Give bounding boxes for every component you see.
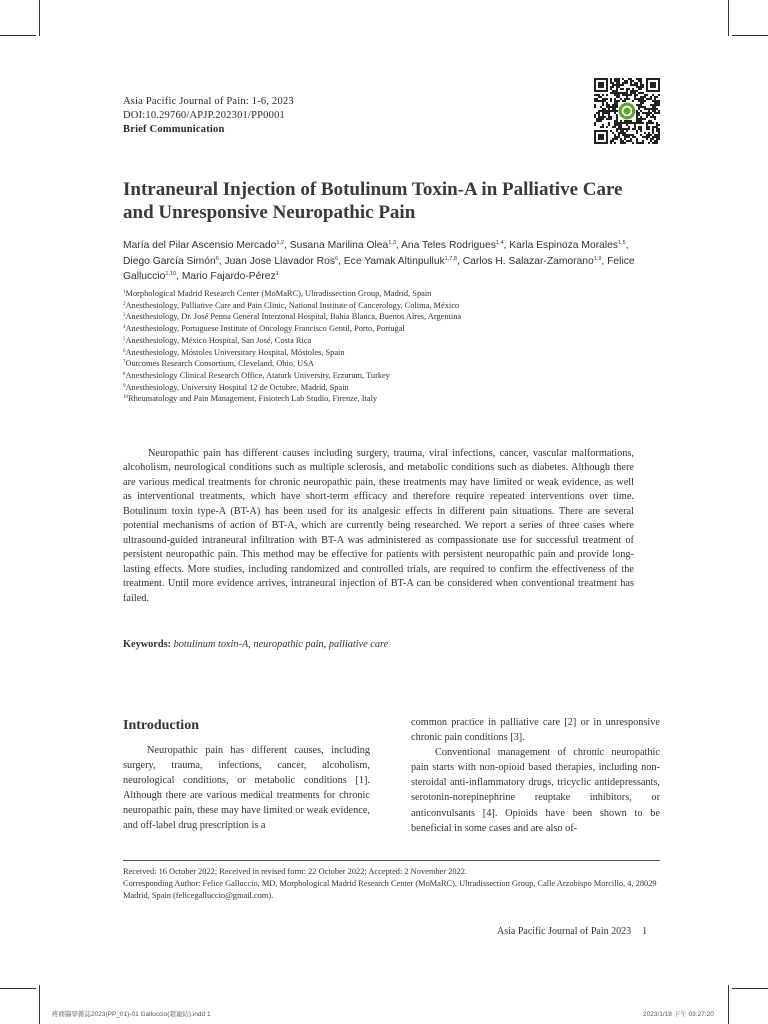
author-affiliation-ref: 1,7,8 bbox=[444, 255, 457, 262]
crop-mark-br-v bbox=[728, 985, 729, 1024]
affiliation-number: 5 bbox=[123, 336, 126, 342]
affiliation-number: 8 bbox=[123, 371, 126, 377]
author-name: María del Pilar Ascensio Mercado bbox=[123, 240, 277, 251]
print-slug-right: 2023/1/18 下午 03:27:20 bbox=[643, 1011, 714, 1018]
affiliation-text: Anesthesiology, Palliative Care and Pain Clinic, National Institute of Cancerology, Colima, México bbox=[125, 300, 460, 310]
keywords-text: botulinum toxin-A, neuropathic pain, palliative care bbox=[173, 639, 389, 650]
affiliation-text: Anesthesiology, Móstoles Universitary Hospital, Móstoles, Spain bbox=[125, 347, 345, 357]
affiliation-item bbox=[123, 347, 663, 359]
crop-mark-br-h bbox=[732, 988, 768, 989]
footer-journal: Asia Pacific Journal of Pain 2023 bbox=[497, 926, 632, 937]
author-name: Karla Espinoza Morales bbox=[509, 240, 619, 251]
affiliation-item bbox=[123, 323, 663, 335]
affiliation-text: Anesthesiology Clinical Research Office, Ataturk University, Erzurum, Turkey bbox=[125, 370, 390, 380]
affiliation-number: 9 bbox=[123, 383, 126, 389]
crop-mark-tr-h bbox=[732, 35, 768, 36]
author-affiliation-ref: 1 bbox=[275, 271, 279, 278]
affiliation-number: 7 bbox=[123, 360, 126, 366]
author-name: Ana Teles Rodrigues bbox=[401, 240, 496, 251]
affiliation-item bbox=[123, 311, 663, 323]
author-affiliation-ref: 6 bbox=[335, 255, 339, 262]
affiliation-number: 6 bbox=[123, 348, 126, 354]
author-affiliation-ref: 1,3 bbox=[388, 240, 396, 246]
affiliation-text: Rheumatology and Pain Management, Fisiotech Lab Studio, Firenze, Italy bbox=[128, 394, 378, 404]
author bbox=[344, 256, 457, 267]
affiliation-text: Outcomes Research Consortium, Cleveland, Ohio, USA bbox=[125, 359, 314, 369]
author-affiliation-ref: 1,4 bbox=[495, 240, 504, 246]
author-affiliation-ref: 1,5 bbox=[618, 240, 626, 246]
affiliation-item bbox=[123, 300, 663, 312]
affiliation-text: Anesthesiology, Portuguese Institute of Oncology Francisco Gentil, Porto, Portugal bbox=[125, 324, 405, 334]
intro-paragraph-continued: common practice in palliative care [2] or in unresponsive chronic pain conditions [3]. bbox=[411, 717, 660, 744]
affiliation-list bbox=[123, 288, 663, 405]
intro-paragraph-2: Conventional management of chronic neuropathic pain starts with non-opioid based therapies, including non-steroidal anti-inflammatory drugs, tricyclic antidepressants, serotonin-norepinephrine reuptake inhibitors, or anticonvulsants [4]. Opioids have been shown to be beneficial in some cases and are also of- bbox=[411, 747, 660, 834]
crop-mark-bl-v bbox=[39, 985, 40, 1024]
crop-mark-bl-h bbox=[0, 988, 36, 989]
affiliation-number: 2 bbox=[123, 301, 126, 307]
affiliation-item bbox=[123, 358, 663, 370]
print-slug-left: 疼痛醫學雜誌2023(PP_01)-01 Galluccio(超連結).indd 1 bbox=[52, 1011, 211, 1018]
footnote-corresponding: Corresponding Author: Felice Galluccio, MD, Morphological Madrid Research Center (MoMaRC), Ultradissection Group, Calle Arzobispo Morcillo, 4, 28029 Madrid, Spain (felicegalluccio@gmail.com). bbox=[123, 878, 657, 900]
abstract-text: Neuropathic pain has different causes including surgery, trauma, viral infections, cancer, vascular malformations, alcoholism, neurological conditions such as multiple sclerosis, and metabolic conditions such as diabetes. Although there are various medical treatments for chronic neuropathic pain, these treatments may have limited or weak evidence, as well as interventional treatments, which have short-term efficacy and therefore require repeated interventions over time. Botulinum toxin type-A (BT-A) has been used for its analgesic effects in different pain situations. There are several potential mechanisms of action of BT-A, which are currently being researched. We report a series of three cases where ultrasound-guided intraneural infiltration with BT-A was administered as compassionate use for successful treatment of persistent neuropathic pain. This method may be effective for patients with persistent neuropathic pain and provide long-lasting effects. More studies, including randomized and controlled trials, are required to confirm the effectiveness of the treatment. Until more evidence arrives, intraneural injection of BT-A can be considered when conventional treatment has failed. bbox=[123, 448, 634, 604]
qr-code-icon[interactable] bbox=[594, 78, 660, 144]
affiliation-item bbox=[123, 335, 663, 347]
journal-doi: DOI:10.29760/APJP.202301/PP0001 bbox=[123, 110, 285, 121]
crop-mark-tl-v bbox=[39, 0, 40, 36]
author-name: Ece Yamak Altinpulluk bbox=[343, 255, 445, 267]
footnote bbox=[123, 866, 663, 902]
page-number: 1 bbox=[642, 926, 648, 937]
author-list: María del Pilar Ascensio Mercado$^{1,2}$, Susana Marilina Olea$^{1,3}$, Ana Teles Rodrigues$^{1,4}$, Karla Espinoza Morales$^{1,5}$, Diego García Simón$^6$, Juan Jose Llavador Ros$^6$, Ece Yamak Altinpulluk$^{1,7,8}$, Carlos H. Salazar-Zamorano$^{1,9}$, Felice Galluccio$^{1,10}$, Mario Fajardo-Pérez$^1$ bbox=[123, 240, 635, 283]
author-affiliation-ref: 1,9 bbox=[593, 255, 602, 262]
crop-mark-tr-v bbox=[728, 0, 729, 36]
article-title: Intraneural Injection of Botulinum Toxin-A in Palliative Care and Unresponsive Neuropathic Pain bbox=[123, 179, 623, 223]
author-name: Susana Marilina Olea bbox=[289, 240, 389, 251]
affiliation-number: 3 bbox=[123, 313, 126, 319]
affiliation-item bbox=[123, 370, 663, 382]
body-column-right bbox=[411, 715, 660, 836]
author-affiliation-ref: 1,10 bbox=[165, 271, 177, 278]
footnote-rule bbox=[123, 860, 660, 861]
author-affiliation-ref: 6 bbox=[215, 255, 219, 262]
affiliation-number: 4 bbox=[123, 325, 126, 331]
affiliation-text: Morphological Madrid Research Center (MoMaRC), Ultradissection Group, Madrid, Spain bbox=[125, 289, 432, 298]
abstract bbox=[123, 447, 634, 606]
article-type: Brief Communication bbox=[123, 124, 225, 135]
affiliation-item bbox=[123, 382, 663, 394]
intro-paragraph: Neuropathic pain has different causes, including surgery, trauma, infections, cancer, alcoholism, neurological conditions, or metabolic conditions [1]. Although there are various medical treatments for chronic neuropathic pain, these may have limited or weak evidence, and off-label drug prescription is a bbox=[123, 745, 370, 832]
page-footer bbox=[497, 926, 647, 937]
author bbox=[225, 256, 339, 267]
author-name: Mario Fajardo-Pérez bbox=[181, 271, 276, 283]
affiliation-text: Anesthesiology, Dr. José Penna General Interzonal Hospital, Bahía Blanca, Buenos Aires, Argentina bbox=[125, 312, 462, 322]
author-name: Carlos H. Salazar-Zamorano bbox=[462, 255, 594, 267]
section-heading-introduction: Introduction bbox=[123, 718, 199, 733]
author-affiliation-ref: 1,2 bbox=[276, 240, 285, 246]
keywords bbox=[123, 639, 388, 650]
author bbox=[509, 240, 625, 251]
affiliation-item bbox=[123, 393, 663, 405]
affiliation-text: Anesthesiology, University Hospital 12 de Octubre, Madrid, Spain bbox=[125, 382, 349, 392]
affiliation-number: 10 bbox=[123, 395, 128, 401]
affiliation-item bbox=[123, 288, 663, 300]
keywords-label: Keywords: bbox=[123, 639, 172, 650]
journal-citation: Asia Pacific Journal of Pain: 1-6, 2023 bbox=[123, 96, 294, 107]
author bbox=[463, 256, 602, 267]
author bbox=[290, 240, 396, 251]
author bbox=[182, 271, 279, 282]
author-name: Felice Galluccio bbox=[123, 255, 635, 283]
author-name: Juan Jose Llavador Ros bbox=[224, 255, 335, 267]
affiliation-number: 1 bbox=[123, 290, 126, 295]
author bbox=[123, 240, 284, 251]
crop-mark-tl-h bbox=[0, 35, 36, 36]
footnote-dates: Received: 16 October 2022; Received in revised form: 22 October 2022; Accepted: 2 November 2022. bbox=[123, 867, 467, 876]
body-column-left bbox=[123, 743, 370, 834]
author-name: Diego García Simón bbox=[123, 255, 216, 267]
affiliation-text: Anesthesiology, México Hospital, San José, Costa Rica bbox=[125, 335, 312, 345]
author bbox=[123, 256, 219, 267]
journal-header bbox=[123, 95, 294, 137]
author bbox=[401, 240, 504, 251]
